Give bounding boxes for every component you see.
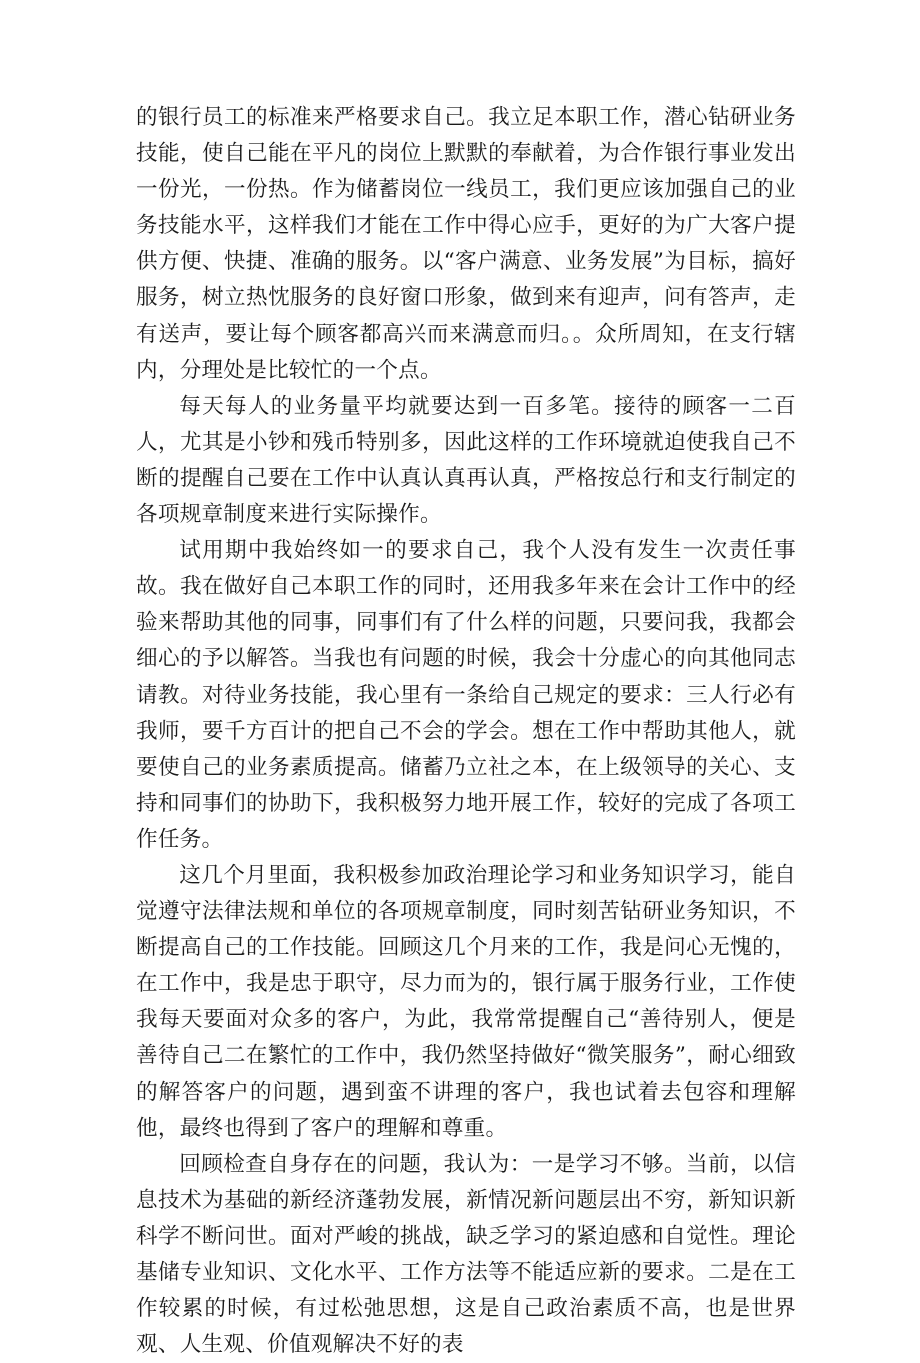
paragraph-3: 试用期中我始终如一的要求自己，我个人没有发生一次责任事故。我在做好自己本职工作的同时，还用我多年来在会计工作中的经验来帮助其他的同事，同事们有了什么样的问题，只要问我，我都会细心的予以解答。当我也有问题的时候，我会十分虚心的向其他同志请教。对待业务技能，我心里有一条给自己规定的要求：三人行必有我师，要千方百计的把自己不会的学会。想在工作中帮助其他人，就要使自己的业务素质提高。储蓄乃立社之本，在上级领导的关心、支持和同事们的协助下，我积极努力地开展工作，较好的完成了各项工作任务。: [136, 538, 796, 852]
paragraph-4: 这几个月里面，我积极参加政治理论学习和业务知识学习，能自觉遵守法律法规和单位的各项规章制度，同时刻苦钻研业务知识，不断提高自己的工作技能。回顾这几个月来的工作，我是问心无愧的，在工作中，我是忠于职守，尽力而为的，银行属于服务行业，工作使我每天要面对众多的客户，为此，我常常提醒自己“善待别人，便是善待自己二在繁忙的工作中，我仍然坚持做好“微笑服务”，耐心细致的解答客户的问题，遇到蛮不讲理的客户，我也试着去包容和理解他，最终也得到了客户的理解和尊重。: [136, 862, 796, 1141]
paragraph-2: 每天每人的业务量平均就要达到一百多笔。接待的顾客一二百人，尤其是小钞和残币特别多，因此这样的工作环境就迫使我自己不断的提醒自己要在工作中认真认真再认真，严格按总行和支行制定的各项规章制度来进行实际操作。: [136, 393, 796, 528]
paragraph-5: 回顾检查自身存在的问题，我认为：一是学习不够。当前，以信息技术为基础的新经济蓬勃发展，新情况新问题层出不穷，新知识新科学不断问世。面对严峻的挑战，缺乏学习的紧迫感和自觉性。理论基储专业知识、文化水平、工作方法等不能适应新的要求。二是在工作较累的时候，有过松弛思想，这是自己政治素质不高，也是世界观、人生观、价值观解决不好的表: [136, 1151, 796, 1358]
document-page: [136, 100, 796, 1363]
paragraph-1: 的银行员工的标准来严格要求自己。我立足本职工作，潜心钻研业务技能，使自己能在平凡的岗位上默默的奉献着，为合作银行事业发出一份光，一份热。作为储蓄岗位一线员工，我们更应该加强自己的业务技能水平，这样我们才能在工作中得心应手，更好的为广大客户提供方便、快捷、准确的服务。以“客户满意、业务发展”为目标，搞好服务，树立热忱服务的良好窗口形象，做到来有迎声，问有答声，走有送声，要让每个顾客都高兴而来满意而归。。众所周知，在支行辖内，分理处是比较忙的一个点。: [136, 105, 796, 383]
